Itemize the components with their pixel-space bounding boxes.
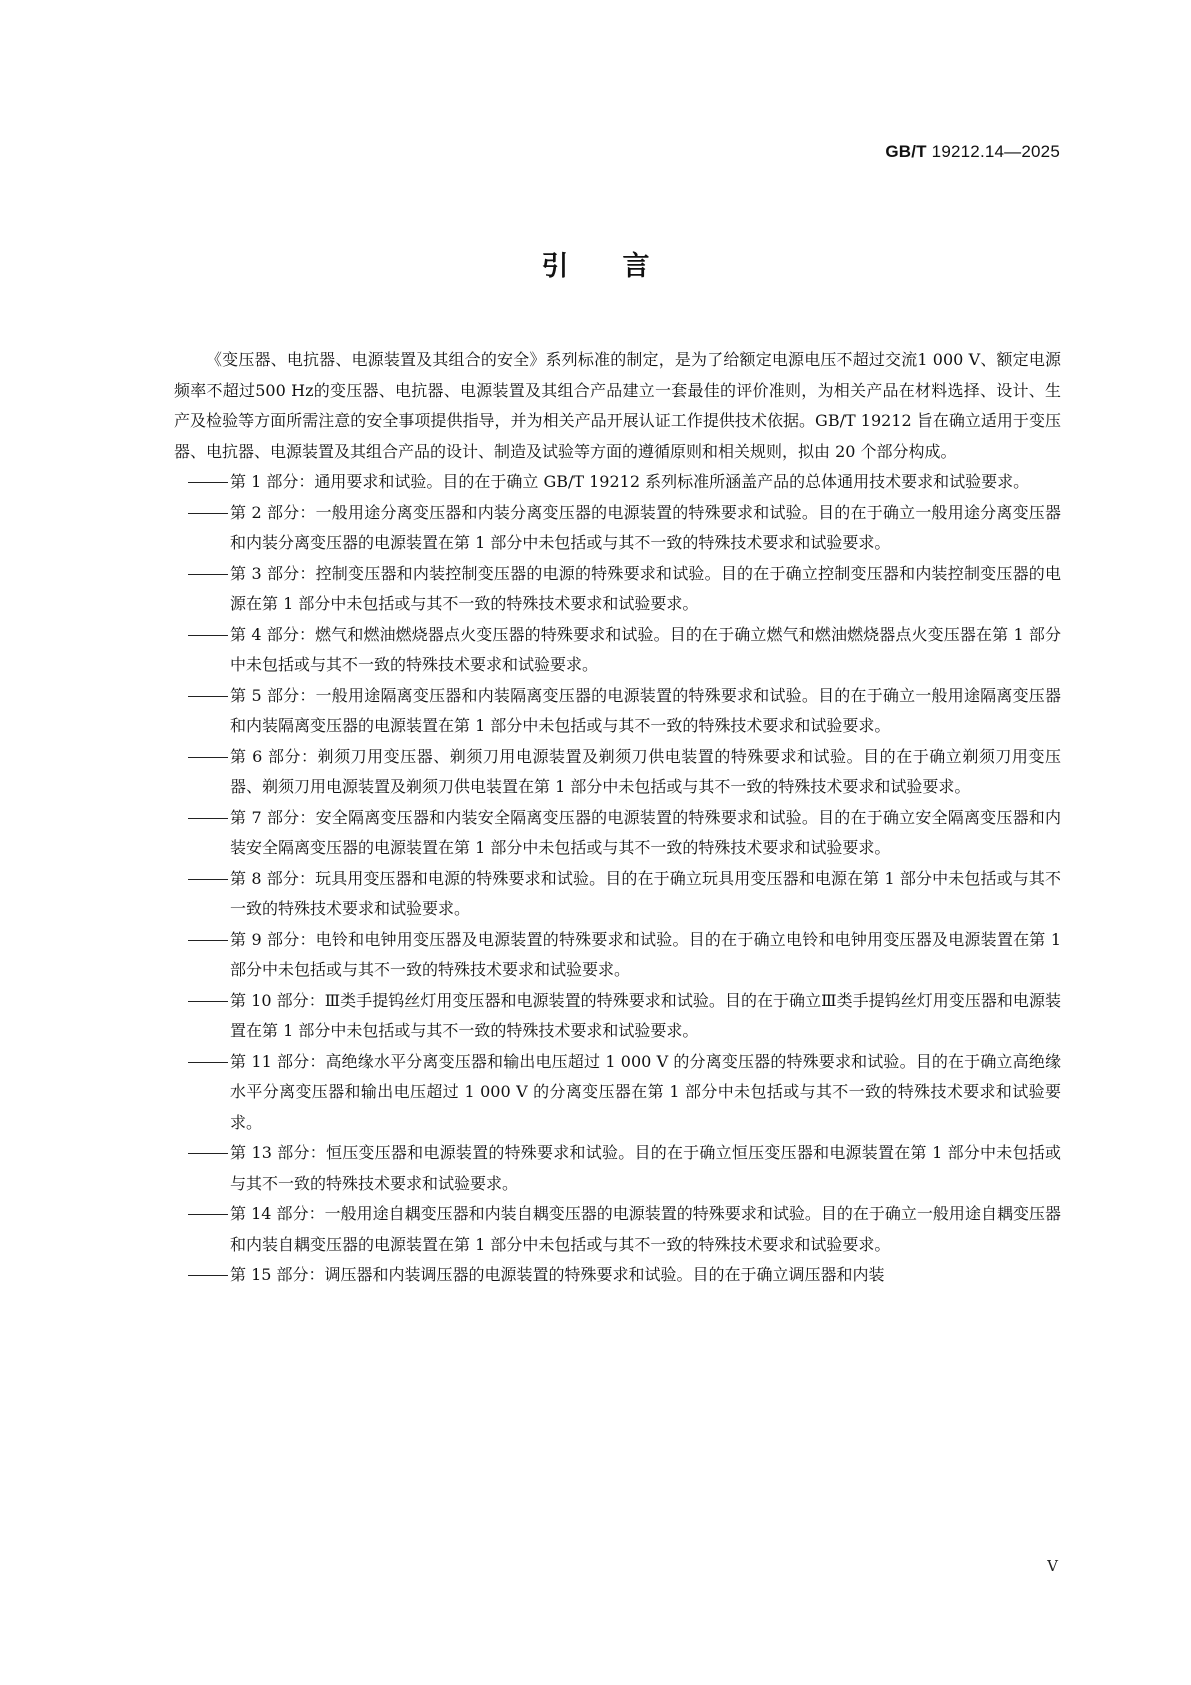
dash-marker [188, 1062, 228, 1063]
standard-prefix: GB/T [885, 142, 927, 161]
part-text: 第 11 部分：高绝缘水平分离变压器和输出电压超过 1 000 V 的分离变压器的特殊要求和试验。目的在于确立高绝缘水平分离变压器和输出电压超过 1 000 V 的分离变压器在第 1 部分中未包括或与其不一致的特殊技术要求和试验要求。 [230, 1051, 1061, 1132]
part-item [174, 803, 1061, 864]
dash-marker [188, 1275, 228, 1276]
part-text: 第 5 部分：一般用途隔离变压器和内装隔离变压器的电源装置的特殊要求和试验。目的在于确立一般用途隔离变压器和内装隔离变压器的电源装置在第 1 部分中未包括或与其不一致的特殊技术要求和试验要求。 [230, 685, 1061, 735]
dash-marker [188, 818, 228, 819]
dash-marker [188, 879, 228, 880]
part-text: 第 7 部分：安全隔离变压器和内装安全隔离变压器的电源装置的特殊要求和试验。目的在于确立安全隔离变压器和内装安全隔离变压器的电源装置在第 1 部分中未包括或与其不一致的特殊技术要求和试验要求。 [230, 807, 1061, 857]
dash-marker [188, 940, 228, 941]
part-text: 第 13 部分：恒压变压器和电源装置的特殊要求和试验。目的在于确立恒压变压器和电源装置在第 1 部分中未包括或与其不一致的特殊技术要求和试验要求。 [230, 1143, 1061, 1193]
dash-marker [188, 1214, 228, 1215]
part-item [174, 467, 1061, 498]
part-text: 第 6 部分：剃须刀用变压器、剃须刀用电源装置及剃须刀供电装置的特殊要求和试验。目的在于确立剃须刀用变压器、剃须刀用电源装置及剃须刀供电装置在第 1 部分中未包括或与其不一致的特殊技术要求和试验要求。 [230, 746, 1061, 796]
dash-marker [188, 482, 228, 483]
dash-marker [188, 1153, 228, 1154]
dash-marker [188, 513, 228, 514]
part-text: 第 8 部分：玩具用变压器和电源的特殊要求和试验。目的在于确立玩具用变压器和电源在第 1 部分中未包括或与其不一致的特殊技术要求和试验要求。 [230, 868, 1061, 918]
parts-list [174, 467, 1061, 1291]
part-item [174, 498, 1061, 559]
dash-marker [188, 635, 228, 636]
part-item [174, 925, 1061, 986]
part-item [174, 1260, 1061, 1291]
part-item [174, 681, 1061, 742]
part-item [174, 559, 1061, 620]
part-text: 第 3 部分：控制变压器和内装控制变压器的电源的特殊要求和试验。目的在于确立控制变压器和内装控制变压器的电源在第 1 部分中未包括或与其不一致的特殊技术要求和试验要求。 [230, 563, 1061, 613]
part-text: 第 2 部分：一般用途分离变压器和内装分离变压器的电源装置的特殊要求和试验。目的在于确立一般用途分离变压器和内装分离变压器的电源装置在第 1 部分中未包括或与其不一致的特殊技术要求和试验要求。 [230, 502, 1061, 552]
part-text: 第 1 部分：通用要求和试验。目的在于确立 GB/T 19212 系列标准所涵盖产品的总体通用技术要求和试验要求。 [230, 472, 1030, 491]
part-item [174, 742, 1061, 803]
standard-code [885, 142, 1060, 162]
standard-number: 19212.14—2025 [931, 142, 1060, 161]
part-text: 第 10 部分：Ⅲ类手提钨丝灯用变压器和电源装置的特殊要求和试验。目的在于确立Ⅲ类手提钨丝灯用变压器和电源装置在第 1 部分中未包括或与其不一致的特殊技术要求和试验要求。 [230, 990, 1061, 1040]
dash-marker [188, 696, 228, 697]
part-item [174, 864, 1061, 925]
part-item [174, 986, 1061, 1047]
part-item [174, 1047, 1061, 1139]
part-text: 第 15 部分：调压器和内装调压器的电源装置的特殊要求和试验。目的在于确立调压器和内装 [230, 1265, 885, 1284]
document-body [174, 345, 1061, 1291]
part-item [174, 620, 1061, 681]
page-title: 引言 [541, 251, 704, 282]
part-text: 第 4 部分：燃气和燃油燃烧器点火变压器的特殊要求和试验。目的在于确立燃气和燃油燃烧器点火变压器在第 1 部分中未包括或与其不一致的特殊技术要求和试验要求。 [230, 624, 1061, 674]
page-number: V [1047, 1557, 1058, 1575]
part-item [174, 1138, 1061, 1199]
part-item [174, 1199, 1061, 1260]
dash-marker [188, 574, 228, 575]
part-text: 第 9 部分：电铃和电钟用变压器及电源装置的特殊要求和试验。目的在于确立电铃和电钟用变压器及电源装置在第 1 部分中未包括或与其不一致的特殊技术要求和试验要求。 [230, 929, 1061, 979]
dash-marker [188, 757, 228, 758]
intro-paragraph: 《变压器、电抗器、电源装置及其组合的安全》系列标准的制定，是为了给额定电源电压不超过交流1 000 V、额定电源频率不超过500 Hz的变压器、电抗器、电源装置及其组合产品建立一套最佳的评价准则，为相关产品在材料选择、设计、生产及检验等方面所需注意的安全事项提供指导，并为相关产品开展认证工作提供技术依据。GB/T 19212 旨在确立适用于变压器、电抗器、电源装置及其组合产品的设计、制造及试验等方面的遵循原则和相关规则，拟由 20 个部分构成。 [174, 350, 1061, 461]
dash-marker [188, 1001, 228, 1002]
part-text: 第 14 部分：一般用途自耦变压器和内装自耦变压器的电源装置的特殊要求和试验。目的在于确立一般用途自耦变压器和内装自耦变压器的电源装置在第 1 部分中未包括或与其不一致的特殊技术要求和试验要求。 [230, 1204, 1061, 1254]
